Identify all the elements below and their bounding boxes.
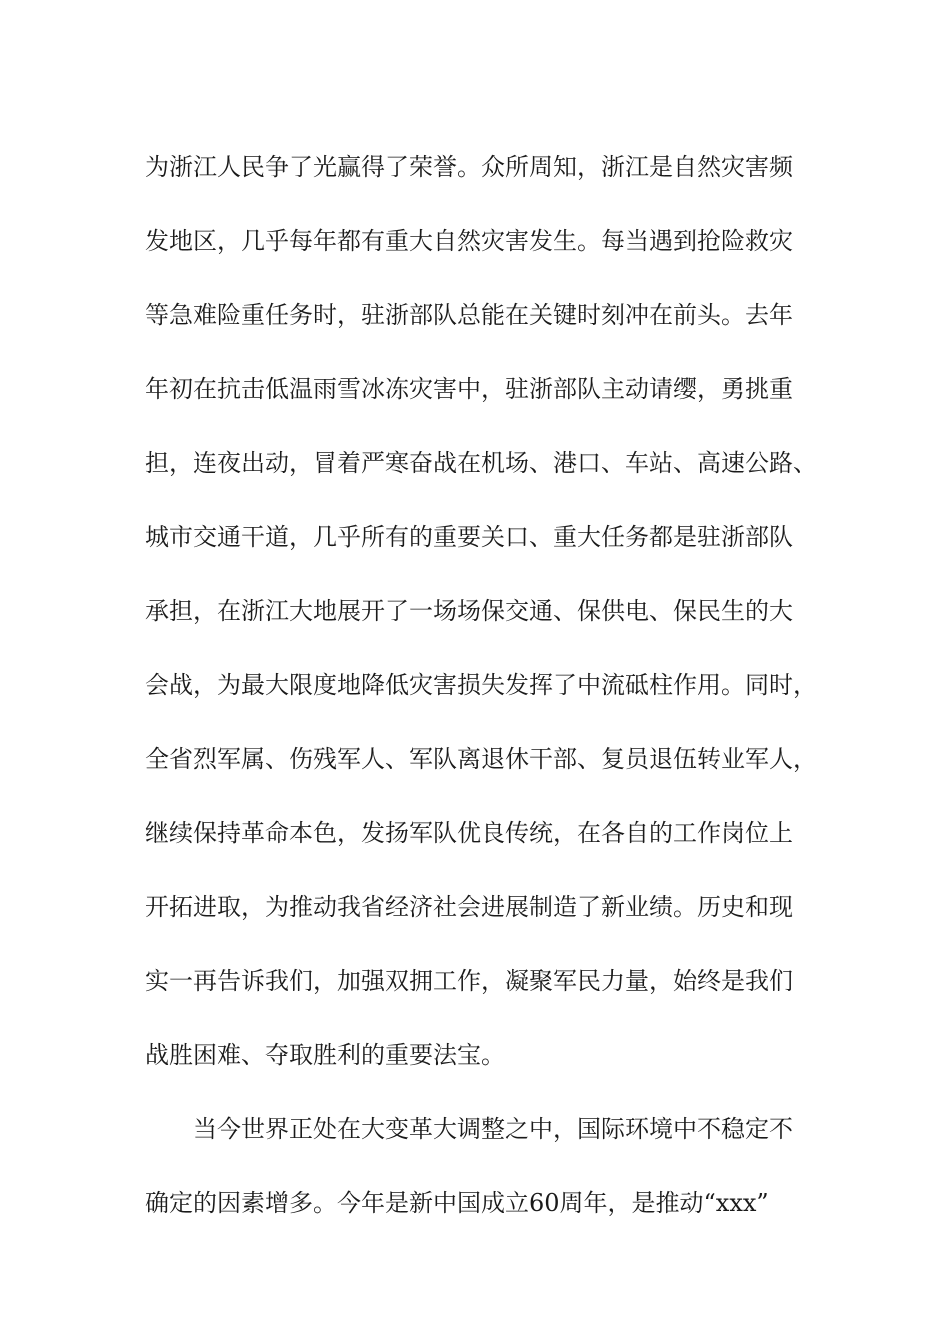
paragraph-line: 战胜困难、夺取胜利的重要法宝。 bbox=[145, 1041, 505, 1069]
paragraph-line: 当今世界正处在大变革大调整之中，国际环境中不稳定不 bbox=[193, 1115, 793, 1143]
paragraph-line: 开拓进取，为推动我省经济社会进展制造了新业绩。历史和现 bbox=[145, 893, 793, 921]
paragraph-line: 年初在抗击低温雨雪冰冻灾害中，驻浙部队主动请缨，勇挑重 bbox=[145, 375, 793, 403]
paragraph-line: 确定的因素增多。今年是新中国成立60周年，是推动“xxx” bbox=[145, 1189, 769, 1217]
paragraph-line: 担，连夜出动，冒着严寒奋战在机场、港口、车站、高速公路、 bbox=[145, 449, 817, 477]
paragraph-line: 为浙江人民争了光赢得了荣誉。众所周知，浙江是自然灾害频 bbox=[145, 153, 793, 181]
paragraph-2 bbox=[145, 1092, 825, 1240]
paragraph-line: 发地区，几乎每年都有重大自然灾害发生。每当遇到抢险救灾 bbox=[145, 227, 793, 255]
paragraph-line: 会战，为最大限度地降低灾害损失发挥了中流砥柱作用。同时， bbox=[145, 671, 817, 699]
paragraph-line: 城市交通干道，几乎所有的重要关口、重大任务都是驻浙部队 bbox=[145, 523, 793, 551]
paragraph-line: 继续保持革命本色，发扬军队优良传统，在各自的工作岗位上 bbox=[145, 819, 793, 847]
paragraph-line: 等急难险重任务时，驻浙部队总能在关键时刻冲在前头。去年 bbox=[145, 301, 793, 329]
document-body bbox=[145, 130, 825, 1240]
paragraph-line: 全省烈军属、伤残军人、军队离退休干部、复员退伍转业军人， bbox=[145, 745, 817, 773]
paragraph-line: 承担，在浙江大地展开了一场场保交通、保供电、保民生的大 bbox=[145, 597, 793, 625]
paragraph-1 bbox=[145, 130, 825, 1092]
paragraph-line: 实一再告诉我们，加强双拥工作，凝聚军民力量，始终是我们 bbox=[145, 967, 793, 995]
